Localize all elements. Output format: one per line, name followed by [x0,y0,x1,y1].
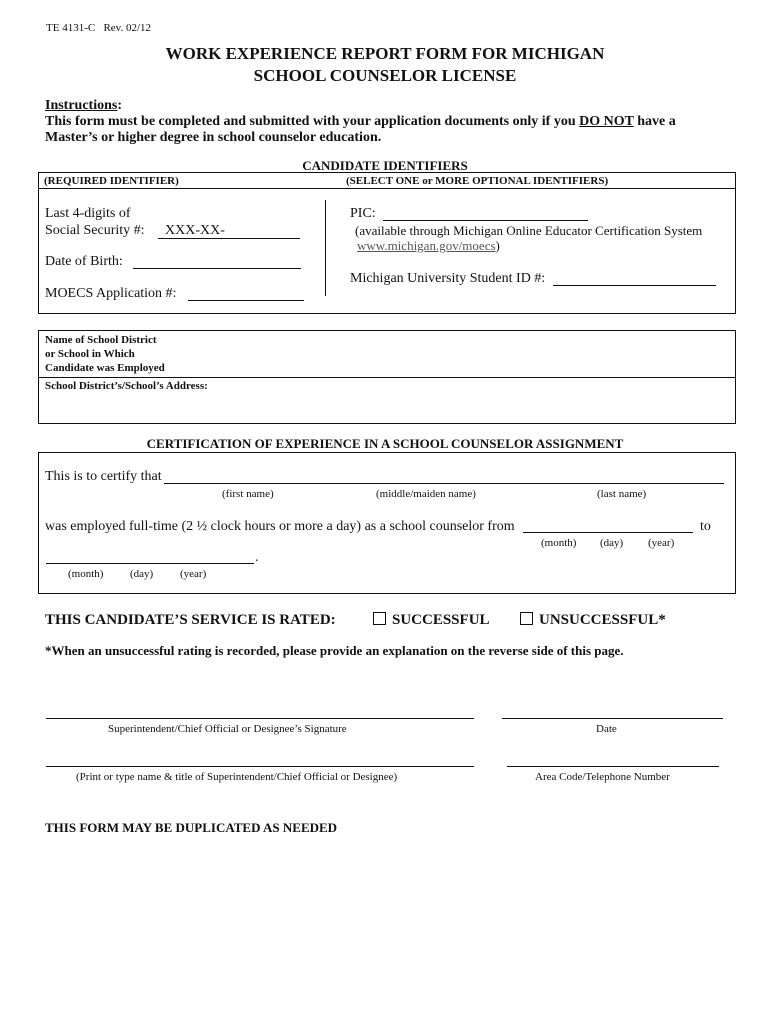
instructions-text-1 [45,114,676,130]
start-month-caption: (month) [541,537,577,549]
optional-identifiers-label: (SELECT ONE or MORE OPTIONAL IDENTIFIERS) [346,175,609,187]
unsuccessful-option[interactable] [520,612,666,629]
successful-label: SUCCESSFUL [392,612,490,628]
print-name-caption: (Print or type name & title of Superintendent/Chief Official or Designee) [76,771,398,783]
form-code [46,22,151,34]
ssn-label-line-1: Last 4-digits of [45,206,131,221]
unsuccessful-note: *When an unsuccessful rating is recorded, please provide an explanation on the reverse side of this page. [45,643,624,658]
identifiers-header-divider [38,188,735,189]
instructions-text-2: Master’s or higher degree in school counselor education. [45,130,382,145]
end-date-input-line[interactable] [46,563,254,564]
moecs-link[interactable]: www.michigan.gov/moecs [357,238,496,253]
signature-input-line[interactable] [46,718,474,719]
ssn-label-line-2: Social Security #: [45,223,145,238]
page-title-line-1: WORK EXPERIENCE REPORT FORM FOR MICHIGAN [165,44,605,63]
duplication-note: THIS FORM MAY BE DUPLICATED AS NEEDED [45,820,338,835]
pic-note: (available through Michigan Online Educator Certification System [355,223,703,238]
signature-caption: Superintendent/Chief Official or Designee’s Signature [108,723,347,735]
phone-caption: Area Code/Telephone Number [535,771,670,783]
pic-link-wrapper [357,238,500,254]
student-id-label: Michigan University Student ID #: [350,271,546,286]
certification-heading: CERTIFICATION OF EXPERIENCE IN A SCHOOL COUNSELOR ASSIGNMENT [146,436,624,451]
instructions-heading-text: Instructions [45,98,118,113]
start-day-caption: (day) [600,537,624,549]
certify-label: This is to certify that [45,469,162,484]
district-address-label: School District’s/School’s Address: [45,380,208,392]
dob-label: Date of Birth: [45,254,123,269]
moecs-input-line[interactable] [188,300,304,301]
end-year-caption: (year) [180,568,207,580]
instructions-heading [45,98,122,114]
successful-checkbox-icon[interactable] [373,612,386,625]
dob-input-line[interactable] [133,268,301,269]
to-label: to [700,519,711,534]
date-caption: Date [596,723,617,735]
phone-input-line[interactable] [507,766,719,767]
unsuccessful-label: UNSUCCESSFUL* [539,612,666,628]
instructions-emphasis: DO NOT [579,114,634,129]
instructions-colon: : [117,98,123,113]
start-date-input-line[interactable] [523,532,693,533]
instructions-text-b: have a [633,114,676,129]
district-name-label-2: or School in Which [45,348,135,360]
unsuccessful-checkbox-icon[interactable] [520,612,533,625]
start-year-caption: (year) [648,537,675,549]
candidate-identifiers-heading: CANDIDATE IDENTIFIERS [302,158,468,173]
ssn-input-line[interactable] [158,238,300,239]
end-date-period: . [255,550,259,565]
first-name-caption: (first name) [222,488,274,500]
date-input-line[interactable] [502,718,723,719]
required-identifier-label: (REQUIRED IDENTIFIER) [44,175,179,187]
ssn-prefix: XXX-XX- [165,223,225,238]
moecs-label: MOECS Application #: [45,286,177,301]
end-month-caption: (month) [68,568,104,580]
district-name-label-3: Candidate was Employed [45,362,165,374]
identifiers-column-divider [325,200,326,296]
pic-label: PIC: [350,206,376,221]
print-name-input-line[interactable] [46,766,474,767]
district-name-label-1: Name of School District [45,334,157,346]
candidate-name-input-line[interactable] [164,483,724,484]
rating-label: THIS CANDIDATE’S SERVICE IS RATED: [45,612,336,628]
middle-name-caption: (middle/maiden name) [376,488,476,500]
instructions-text-a: This form must be completed and submitted with your application documents only if you [45,114,580,129]
student-id-input-line[interactable] [553,285,716,286]
page-title-line-2: SCHOOL COUNSELOR LICENSE [253,66,517,85]
pic-link-close: ) [495,238,500,253]
pic-input-line[interactable] [383,220,588,221]
last-name-caption: (last name) [597,488,647,500]
employed-text: was employed full-time (2 ½ clock hours or more a day) as a school counselor from [45,519,515,534]
form-code-text: TE 4131-C [46,22,96,34]
successful-option[interactable] [373,612,490,629]
end-day-caption: (day) [130,568,154,580]
district-divider [38,377,735,378]
revision-text: Rev. 02/12 [103,22,152,34]
